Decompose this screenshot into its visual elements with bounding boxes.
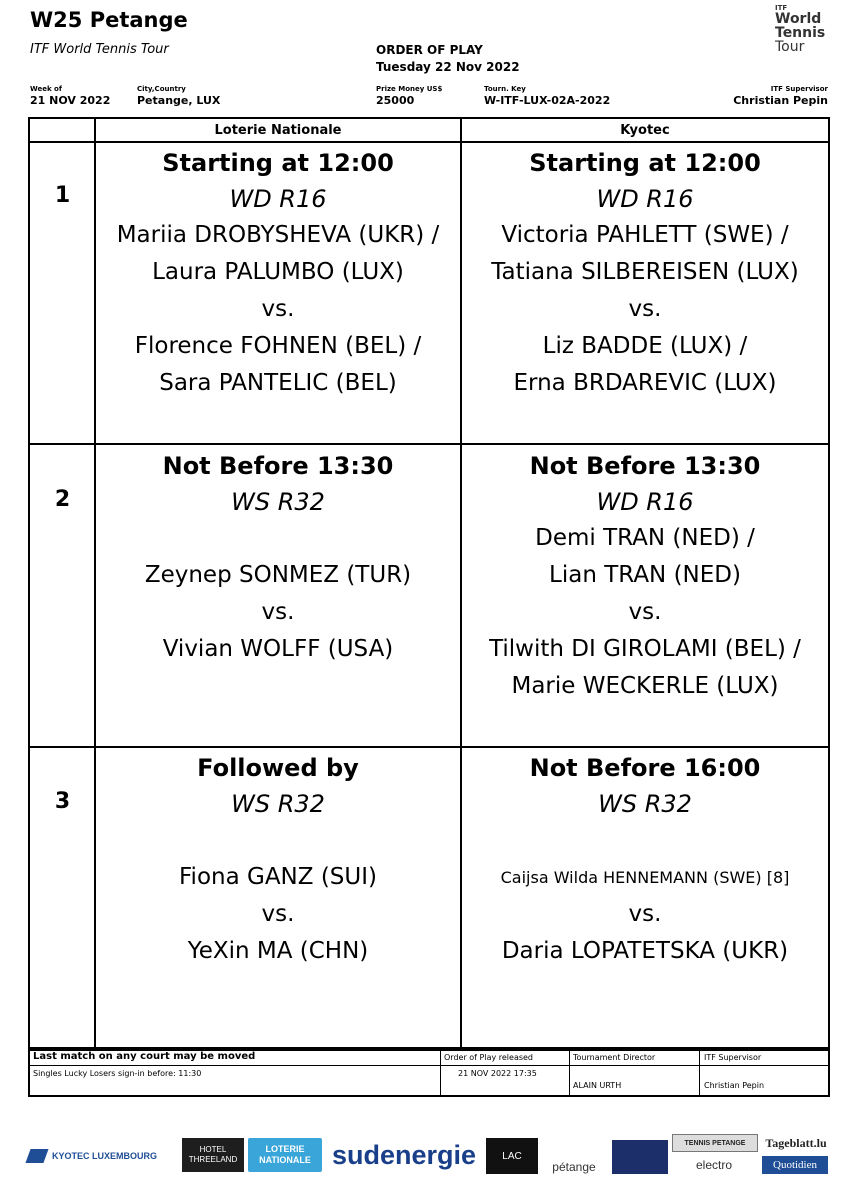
info-value: 25000 xyxy=(376,94,415,107)
kyotec-mark-icon xyxy=(25,1149,48,1163)
player-line xyxy=(96,520,460,557)
kyotec-logo xyxy=(28,1146,178,1166)
vs-label: vs. xyxy=(628,296,662,322)
footer-divider xyxy=(440,1049,441,1095)
match-time: Not Before 13:30 xyxy=(529,452,761,480)
court-header-kyotec: Kyotec xyxy=(620,123,670,138)
itf-world-tennis-tour-logo xyxy=(775,4,835,54)
player-line xyxy=(96,822,460,859)
order-of-play-label: ORDER OF PLAY xyxy=(376,43,483,57)
tournament-title: W25 Petange xyxy=(30,8,188,32)
player-line xyxy=(462,822,828,859)
quotidien-text: Quotidien xyxy=(773,1159,817,1171)
info-city xyxy=(137,85,220,107)
sponsor-badge-icon xyxy=(612,1140,668,1174)
hotel-threeland-logo xyxy=(182,1138,244,1172)
footer-table xyxy=(28,1049,830,1097)
player-line: Florence FOHNEN (BEL) / xyxy=(134,333,422,359)
sudenergie-logo xyxy=(328,1138,480,1172)
vs-label: vs. xyxy=(261,296,295,322)
player-line: Caijsa Wilda HENNEMANN (SWE) [8] xyxy=(500,868,790,887)
hotel-line1: HOTEL xyxy=(199,1145,227,1154)
logo-line3: Tour xyxy=(775,39,805,55)
electro-text: electro xyxy=(695,1158,733,1172)
vs-label: vs. xyxy=(628,599,662,625)
match-time: Followed by xyxy=(197,754,359,782)
match-event: WS R32 xyxy=(231,488,325,516)
loterie-nationale-logo xyxy=(248,1138,322,1172)
court-header-loterie-nationale: Loterie Nationale xyxy=(214,123,342,138)
order-of-play-grid xyxy=(28,117,830,1049)
logo-line2: Tennis xyxy=(775,25,826,41)
info-prize-money xyxy=(376,85,442,107)
supervisor-label: ITF Supervisor xyxy=(704,1053,762,1062)
vs-label: vs. xyxy=(261,901,295,927)
supervisor-value: Christian Pepin xyxy=(704,1081,765,1090)
info-label: Prize Money US$ xyxy=(376,85,443,93)
row-number: 3 xyxy=(54,789,71,814)
player-line: Liz BADDE (LUX) / xyxy=(542,333,748,359)
kyotec-text: KYOTEC LUXEMBOURG xyxy=(52,1151,158,1161)
info-label: ITF Supervisor xyxy=(770,85,828,93)
match-event: WD R16 xyxy=(596,488,694,516)
player-line: Marie WECKERLE (LUX) xyxy=(511,673,779,699)
player-line: YeXin MA (CHN) xyxy=(187,938,369,964)
match-event: WS R32 xyxy=(231,790,325,818)
info-value: Petange, LUX xyxy=(137,94,221,107)
info-value: Christian Pepin xyxy=(733,94,828,107)
vs-label: vs. xyxy=(628,901,662,927)
order-of-play-heading xyxy=(376,42,520,76)
player-line: Fiona GANZ (SUI) xyxy=(179,864,377,890)
match-event: WD R16 xyxy=(229,185,327,213)
director-value: ALAIN URTH xyxy=(573,1081,622,1090)
quotidien-logo xyxy=(762,1156,828,1174)
released-label: Order of Play released xyxy=(444,1053,534,1062)
player-line: Tilwith DI GIROLAMI (BEL) / xyxy=(489,636,801,662)
match-cell xyxy=(96,448,460,668)
sponsor-strip xyxy=(0,1132,850,1182)
player-line: Vivian WOLFF (USA) xyxy=(162,636,394,662)
row-number: 1 xyxy=(54,183,71,208)
match-event: WD R16 xyxy=(596,185,694,213)
match-event: WS R32 xyxy=(598,790,692,818)
director-label: Tournament Director xyxy=(573,1053,656,1062)
order-of-play-date: Tuesday 22 Nov 2022 xyxy=(376,60,520,74)
player-line: Tatiana SILBEREISEN (LUX) xyxy=(491,259,799,285)
sudenergie-text: sudenergie xyxy=(331,1139,477,1170)
logo-line1: World xyxy=(775,11,822,27)
match-cell xyxy=(462,750,828,970)
player-line: Sara PANTELIC (BEL) xyxy=(159,370,397,396)
match-cell xyxy=(462,145,828,402)
match-time: Starting at 12:00 xyxy=(529,149,761,177)
moved-notice: Last match on any court may be moved xyxy=(33,1051,256,1062)
match-time: Starting at 12:00 xyxy=(162,149,394,177)
petange-text: pétange xyxy=(552,1160,596,1174)
lac-logo xyxy=(486,1138,538,1174)
grid-divider xyxy=(30,746,828,748)
tageblatt-text: Tageblatt.lu xyxy=(765,1135,827,1150)
info-supervisor xyxy=(733,85,828,107)
match-cell xyxy=(462,448,828,705)
lucky-losers-note: Singles Lucky Losers sign-in before: 11:30 xyxy=(33,1069,202,1078)
player-line: Lian TRAN (NED) xyxy=(549,562,741,588)
player-line: Zeynep SONMEZ (TUR) xyxy=(144,562,412,588)
vs-label: vs. xyxy=(261,599,295,625)
tour-subtitle: ITF World Tennis Tour xyxy=(30,42,169,57)
player-line: Victoria PAHLETT (SWE) / xyxy=(501,222,789,248)
info-label: Tourn. Key xyxy=(484,85,526,93)
released-value: 21 NOV 2022 17:35 xyxy=(458,1069,537,1078)
tennis-petange-logo xyxy=(672,1134,758,1152)
footer-divider xyxy=(699,1049,700,1095)
info-week xyxy=(30,85,110,107)
footer-divider xyxy=(30,1065,828,1066)
player-line: Laura PALUMBO (LUX) xyxy=(152,259,404,285)
player-line: Mariia DROBYSHEVA (UKR) / xyxy=(116,222,440,248)
match-cell xyxy=(96,750,460,970)
loterie-line1: LOTERIE xyxy=(265,1144,305,1154)
info-value: W-ITF-LUX-02A-2022 xyxy=(484,94,611,107)
grid-divider xyxy=(30,443,828,445)
tageblatt-logo xyxy=(760,1134,832,1152)
info-label: City,Country xyxy=(137,85,186,93)
player-line: Demi TRAN (NED) / xyxy=(535,525,755,551)
match-cell xyxy=(96,145,460,402)
grid-divider xyxy=(30,141,828,143)
lac-text: LAC xyxy=(502,1150,522,1162)
petange-logo xyxy=(542,1142,606,1174)
player-line: Daria LOPATETSKA (UKR) xyxy=(501,938,789,964)
tennis-petange-text: TENNIS PETANGE xyxy=(684,1139,746,1147)
electro-logo xyxy=(672,1156,756,1174)
loterie-line2: NATIONALE xyxy=(259,1155,311,1165)
match-time: Not Before 13:30 xyxy=(162,452,394,480)
info-label: Week of xyxy=(30,85,62,93)
row-number: 2 xyxy=(54,487,71,512)
logo-itf: ITF xyxy=(775,4,788,12)
info-value: 21 NOV 2022 xyxy=(30,94,111,107)
info-tourn-key xyxy=(484,85,610,107)
player-line: Erna BRDAREVIC (LUX) xyxy=(513,370,777,396)
footer-divider xyxy=(569,1049,570,1095)
match-time: Not Before 16:00 xyxy=(529,754,761,782)
hotel-line2: THREELAND xyxy=(188,1155,238,1164)
